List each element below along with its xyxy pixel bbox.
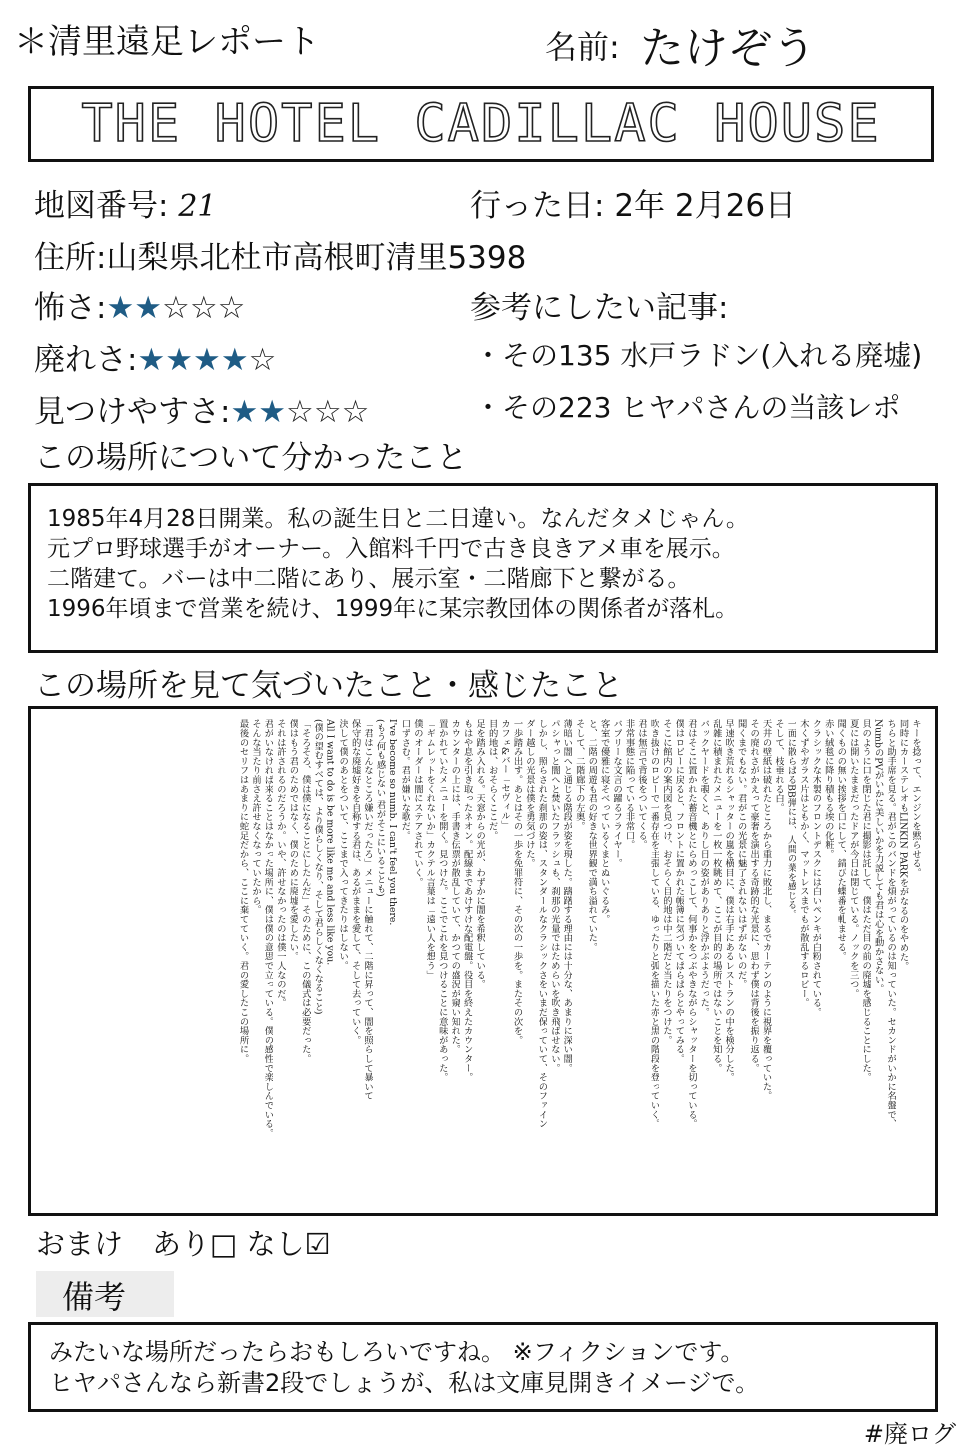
omake-row: おまけ あり□ なし☑ — [36, 1227, 331, 1261]
essay-line: 薄暗い闇へと通じる階段が姿を現した。躊躇する理由には十分な、あまりに深い闇。 — [561, 719, 573, 1073]
place-title: THE HOTEL CADILLAC HOUSE — [81, 94, 881, 154]
essay-line: もはや息を引き取ったネオン。配線まであけすけな配電盤。役目を終えたカウンター。 — [461, 719, 473, 1082]
address-label: 住所: — [34, 240, 107, 276]
essay-line: 決して僕のあとをついて、ここまで入ってきたりはしない。 — [337, 719, 349, 971]
essay-line: カフェ&バー「セヴィル」 — [499, 719, 511, 830]
hashtag: #廃ログ — [863, 1420, 956, 1448]
address-value: 山梨県北杜市高根町清里5398 — [106, 240, 527, 276]
essay-line: 乱雑に積まれたメニューを一枚一枚眺めて、ここが目的の場所ではないことを知る。 — [710, 719, 722, 1073]
essay-line: 天井の壁紙は破れたところから重力に敗北し、まるでカーテンのように視界を覆っていた。 — [760, 719, 772, 1101]
essay-line: 「君はこんなところ嫌いだったろ」メニューに触れて、二階に昇って、闇を照らして暴いて — [362, 719, 374, 1101]
fact-line: 元プロ野球選手がオーナー。入館料千円で古き良きアメ車を展示。 — [47, 536, 735, 562]
essay-line: 君がいなければ来ることはなかった場所に、僕は僕の意思で立っている。僕の感性で楽しんでいる。 — [262, 719, 274, 1138]
map-number-row — [34, 180, 217, 225]
essay-line: カウンターの上には、手書き伝票が散乱していて、かつての盛況が窺い知れた。 — [449, 719, 461, 1054]
findability-row — [34, 386, 369, 431]
essay-line: 非常事態に陥っている非常口。 — [623, 719, 635, 850]
reference-label: 参考にしたい記事: — [470, 290, 729, 326]
decay-label: 廃れさ: — [34, 342, 138, 378]
essay-line: と、二階の周遊も君の好きな世界観で満ち溢れていた。 — [586, 719, 598, 952]
remarks-box — [28, 1322, 938, 1412]
essay-line: 聞くまでもない。君がこの光景に魅了されないはずがないのだ。 — [735, 719, 747, 989]
essay-line: 足を踏み入れる。天窓からの光が、わずかに闇を希釈している。 — [474, 719, 486, 989]
essay-line: 客室で優雅に寝そべっているくまとぬいぐるみ。 — [598, 719, 610, 924]
impressions-heading: この場所を見て気づいたこと・感じたこと — [34, 668, 623, 704]
essay-line: 貝のように口を閉じた君に撮影は託して、僕はただ目の前の廃墟を感じることにした。 — [860, 719, 872, 1082]
essay-line: キーを捻って、エンジンを黙らせる。 — [910, 719, 921, 878]
essay-line: バックヤードを覗くと、ありし日の姿がありありと浮かぶようだった。 — [698, 719, 710, 1017]
fact-line: 二階建て。バーは中二階にあり、展示室・二階廊下と繋がる。 — [47, 566, 691, 592]
essay-line: 早速吹き荒れるシャッターの嵐を横目に、僕は右手にあるレストランの中を検分した。 — [723, 719, 735, 1082]
essay-line: クラシックな木製のフロントデスクには白いペンキが白粉されている。 — [810, 719, 822, 1017]
essay-line: 最後のセリフはあまりに蛇足だから、ここに棄てていく。君の愛したこの場所に。 — [237, 719, 249, 1064]
facts-box — [28, 483, 938, 653]
essay-line: そんな当たり前さえ許せなくなっていたから。 — [249, 719, 261, 915]
decay-stars-filled: ★★★★ — [137, 342, 249, 378]
scariness-stars-empty: ☆☆☆ — [162, 290, 246, 326]
essay-line: 「ギムレットをくれないか」カクテル言葉は「遠い人を想う」 — [424, 719, 436, 980]
essay-line: I've become so numb. I can't feel you there. — [386, 719, 398, 926]
remarks-line: ヒヤパさんなら新書2段でしょうが、私は文庫見開きイメージで。 — [49, 1369, 760, 1397]
essay-line: 君は無言で背後をついてくる。 — [636, 719, 648, 850]
map-number-value: 21 — [178, 189, 217, 224]
essay-line: 僕はもう君のためではなく、僕のために廃墟を愛したい。 — [287, 719, 299, 961]
remarks-line: みたいな場所だったらおもしろいですね。 ※フィクションです。 — [49, 1338, 745, 1366]
scariness-row — [34, 282, 245, 327]
essay-line: 吹き抜けのロビーで一番存在を主張している、ゆったりと弧を描いた赤と黒の階段を登っていく。 — [648, 719, 660, 1129]
reference-item-1: ・その135 水戸ラドン(入れる廃墟) — [474, 339, 923, 372]
visit-date-label: 行った日: — [470, 188, 605, 224]
decay-row — [34, 334, 276, 379]
essay-line: 夏には開いたままだったドアが今日は閉じている。ノックを三つ。 — [847, 719, 859, 998]
findability-stars-filled: ★★ — [230, 394, 287, 430]
visit-date-value: 2年 2月26日 — [614, 188, 797, 224]
essay-line: バブリーな文言の躍るフライヤー。 — [611, 719, 623, 868]
facts-heading: この場所について分かったこと — [34, 440, 468, 476]
essay-line: ダー越しの光景は僕を勇気づけた。 — [523, 719, 535, 868]
essay-line: 赤い絨毯に降り積もる埃の化粧。 — [822, 719, 834, 859]
essay-line: 同時にカーステレオもLINKIN PARKをがなるのをやめた。 — [897, 719, 909, 971]
findability-label: 見つけやすさ: — [34, 394, 231, 430]
essay-line: (僕の望むすべては、より僕らしくなり、そして君らしくなくなること) — [312, 719, 324, 1015]
place-title-box — [28, 86, 934, 162]
essay-line: NumbのPVがいかに美しいかを力説しても君は心を動かさない。 — [872, 719, 884, 994]
address-row — [34, 232, 526, 277]
essay-line: ちらと助手席を見る。君がこのバンドを煩がっているのは知っていた。セカンドがいかに名盤で、 — [885, 719, 897, 1129]
essay-line: その廃れさがかえって豪奢を演出する奇跡的な光景に、思わず僕は背後を振り返る。 — [748, 719, 760, 1073]
essay-line: 木くずやガラス片はともかく、マットレスまでもが散乱するロビー。 — [797, 719, 809, 1008]
name-value: たけぞう — [640, 23, 816, 74]
essay-line: 一面に散らばるBB弾には、人間の業を感じる。 — [785, 719, 797, 919]
essay-line: 僕はロビーに戻ると、フロントに置かれた帳簿に気づいてぱらぱらとやってみる。 — [673, 719, 685, 1064]
remarks-label: 備考 — [62, 1278, 127, 1316]
scariness-label: 怖さ: — [34, 290, 107, 326]
essay-line: 目的地は、おそらくここだ。 — [486, 719, 498, 840]
fact-line: 1996年頃まで営業を続け、1999年に某宗教団体の関係者が落札。 — [47, 596, 739, 622]
essay-line: 聞くものの無い挨拶を口にして、錆びた蝶番を軋ませる。 — [835, 719, 847, 961]
reference-item-2: ・その223 ヒヤパさんの当該レポ — [474, 391, 901, 424]
essay-line: 「そろそろ、僕は僕になることにしたんだ」そのために、この儀式は必要だった。 — [299, 719, 311, 1064]
essay-line: 保守的な廃墟好きを自称する君は、あるがままを愛して、そして去っていく。 — [349, 719, 361, 1045]
essay-line: そこに館内の案内図を見つけ、おそらく目的地は中二階だと当たりをつけた。 — [660, 719, 672, 1045]
essay-line: パシャっと闇へと焚いたフラッシュも、刹那の光量ではためらいを吹き飛ばせない。 — [548, 719, 560, 1073]
essay-line: 一歩踏み出す。あとはその一歩を免罪符に、その次の一歩を。またその次を。 — [511, 719, 523, 1045]
essay-line: 僕のオーダーは闇にステアされていく。 — [411, 719, 423, 887]
essay-line: そして、枝垂れる白。 — [773, 719, 785, 812]
essay-line: 口ずさむ。君が嫌いな歌だ。 — [399, 719, 411, 840]
essay-line: そして、二階廊下の左奥。 — [573, 719, 585, 831]
essay-line: All I want to do is be more like me and less like you. — [324, 719, 336, 966]
scariness-stars-filled: ★★ — [106, 290, 163, 326]
name-label: 名前: — [545, 28, 620, 66]
essay-line: それは許されるのだろうか。いや、許せなかったのは僕一人なのだ。 — [274, 719, 286, 1008]
visit-date-row — [470, 180, 796, 225]
essay-line: 君はそこに置かれた蓄音機とにらめっこして、何事かをつぶやきながらシャッターを切っている。 — [685, 719, 697, 1129]
essay-line: しかし、照らされた刹那の姿は、スタンダールなクラシックさをいまだ保っていて、そのファイン — [536, 719, 548, 1129]
essay-box — [28, 706, 938, 1216]
map-number-label: 地図番号: — [34, 188, 169, 224]
essay-line: (もう何も感じない 君がそこにいることも) — [374, 719, 386, 897]
essay-line: 置かれていたメニューを開く。見つけた。ここでこれを見つけることに意味があった。 — [436, 719, 448, 1082]
findability-stars-empty: ☆☆☆ — [286, 394, 370, 430]
fact-line: 1985年4月28日開業。私の誕生日と二日違い。なんだタメじゃん。 — [47, 506, 749, 532]
decay-stars-empty: ☆ — [248, 342, 277, 378]
report-title: ＊清里遠足レポート — [14, 22, 320, 62]
